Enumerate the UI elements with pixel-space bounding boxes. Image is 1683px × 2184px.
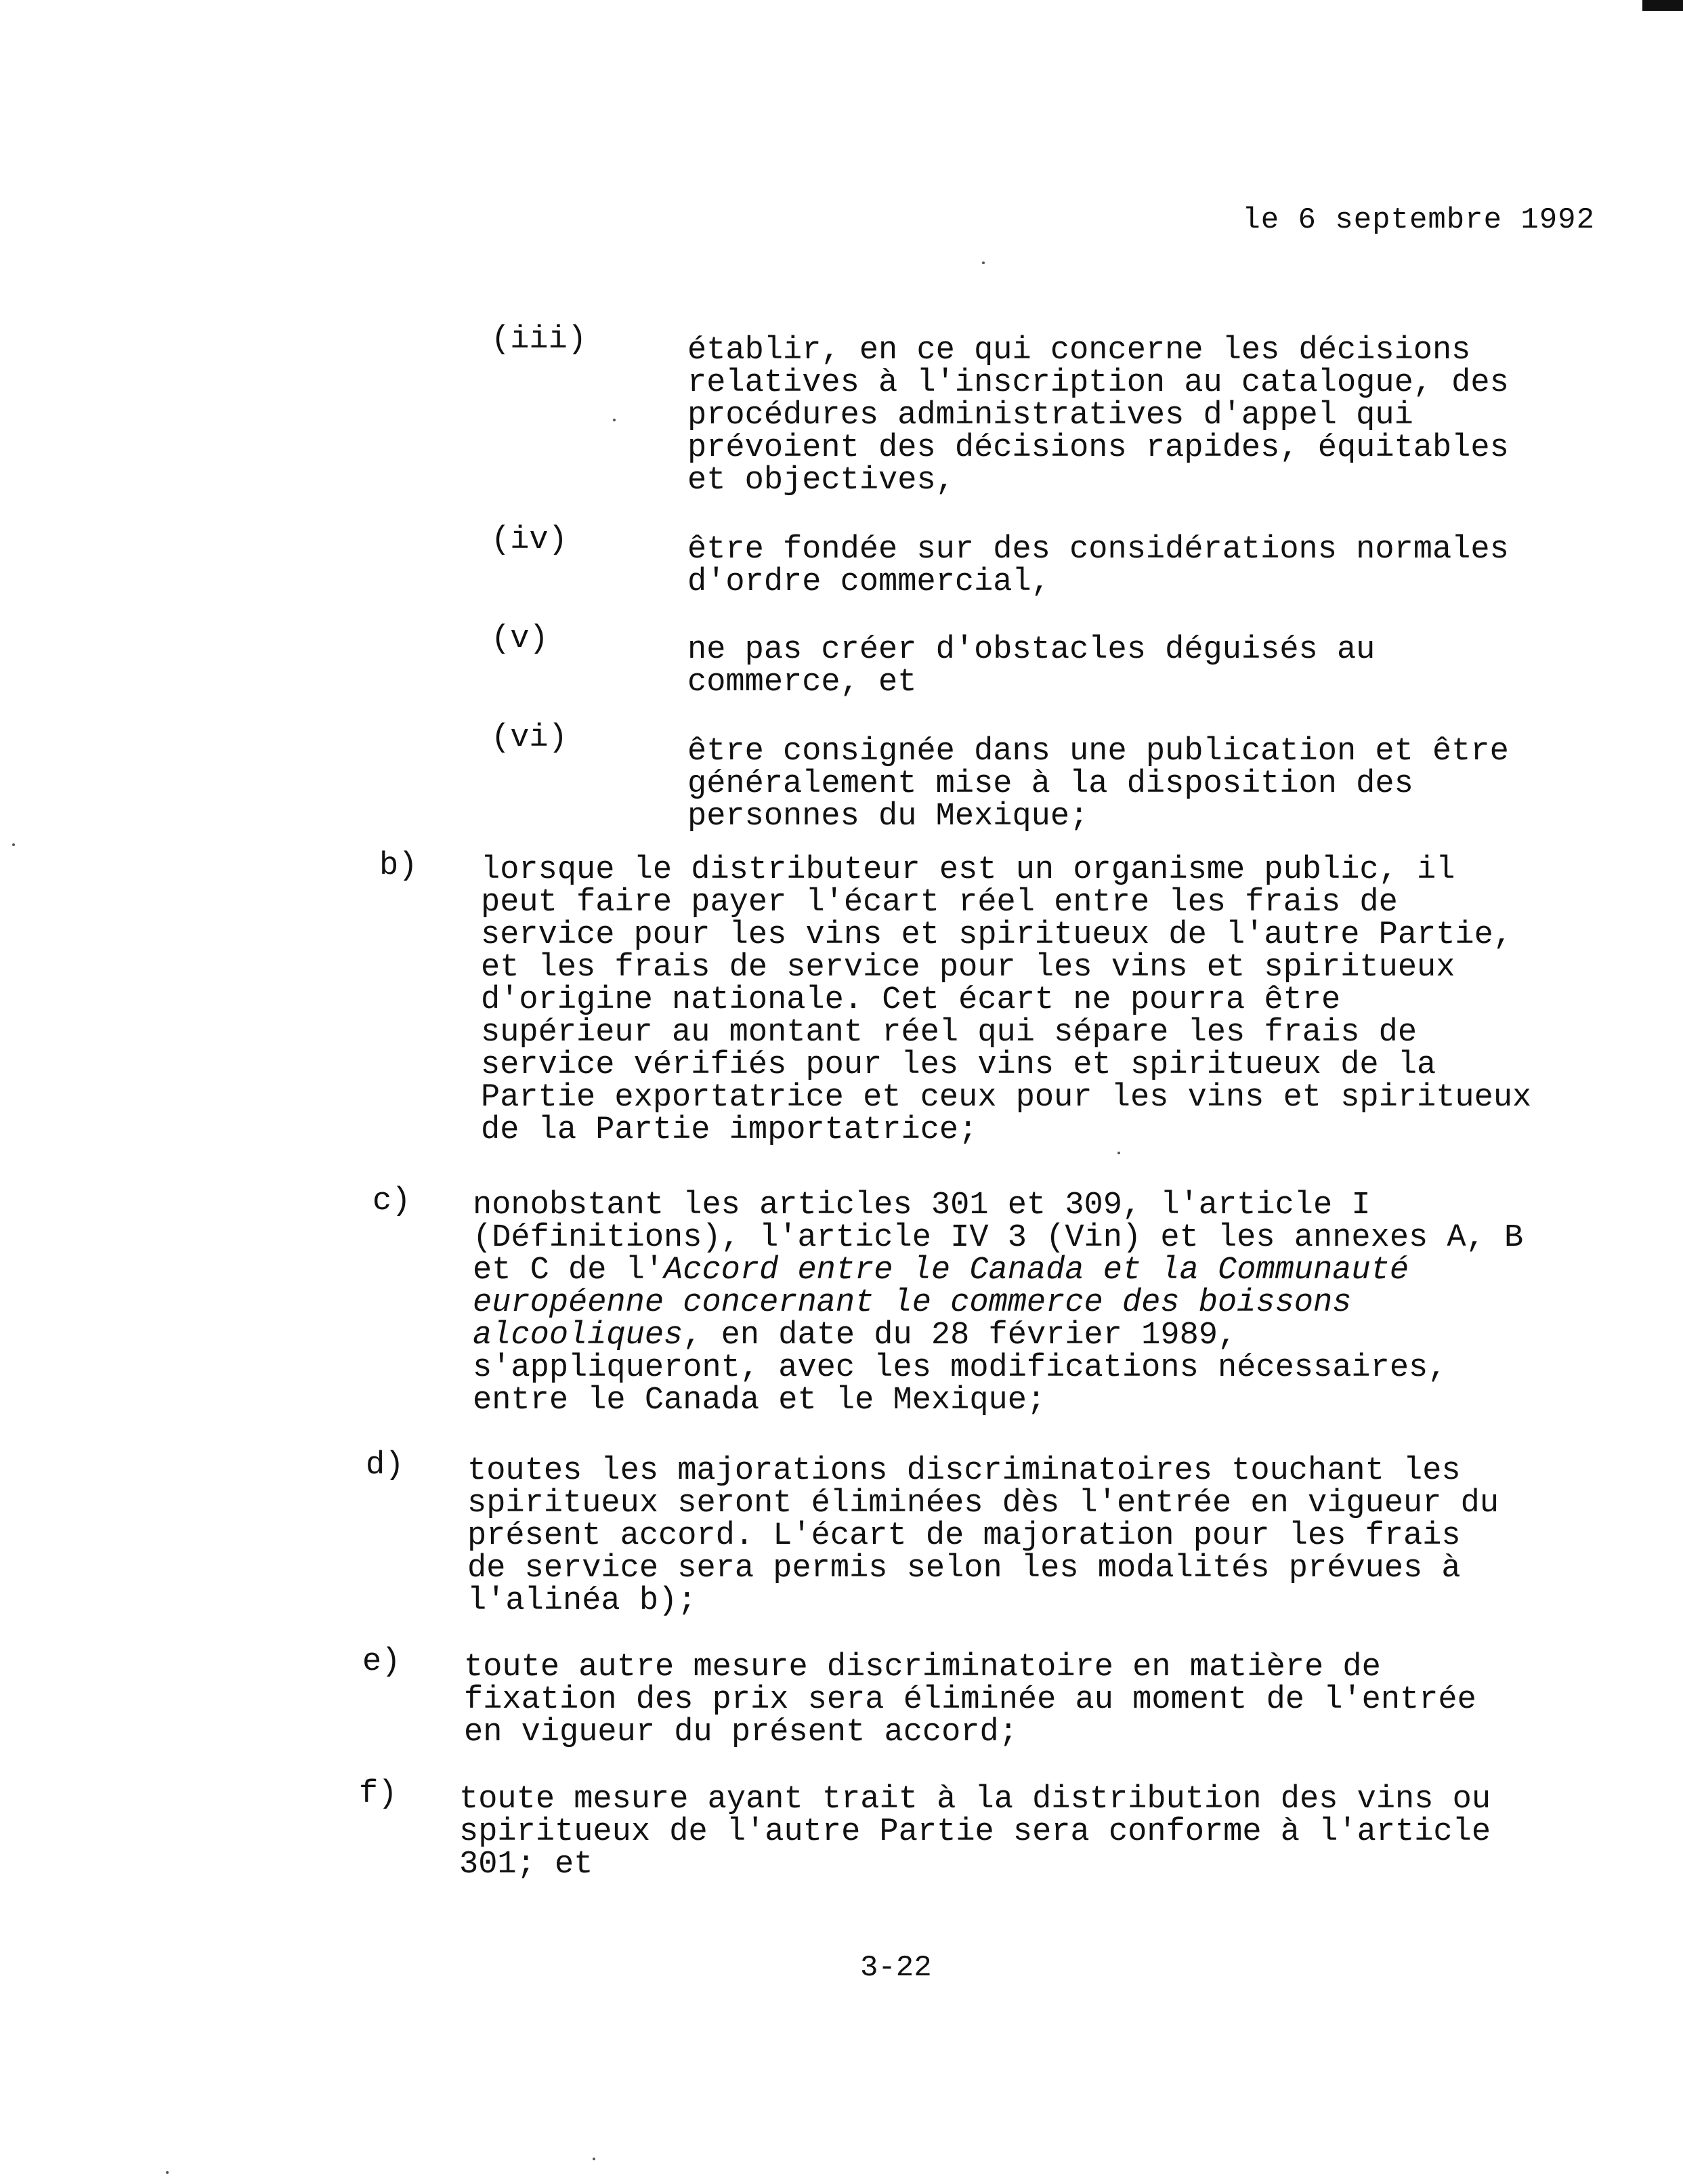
text-line (473, 1320, 1523, 1352)
agreement-title: européenne concernant le commerce des boissons (473, 1285, 1352, 1321)
item-text (687, 335, 1509, 497)
item-text (473, 1190, 1523, 1417)
item-text (687, 534, 1509, 599)
scan-speck (613, 419, 616, 421)
item-label: (iv) (491, 522, 568, 558)
text-line: être consignée dans une publication et être (687, 734, 1509, 770)
page-number: 3-22 (860, 1951, 932, 1985)
text-line: ne pas créer d'obstacles déguisés au (687, 632, 1376, 668)
text-line: nonobstant les articles 301 et 309, l'article I (473, 1188, 1371, 1223)
item-text (687, 736, 1509, 833)
item-label: (iii) (491, 322, 587, 358)
text-line: toute mesure ayant trait à la distribution des vins ou (459, 1782, 1491, 1818)
text-segment: et C de l' (473, 1253, 664, 1288)
text-line: et les frais de service pour les vins et spiritueux (481, 950, 1455, 986)
item-label: f) (359, 1776, 398, 1812)
text-line (473, 1287, 1523, 1320)
item-text (481, 854, 1531, 1147)
text-line: présent accord. L'écart de majoration pour les frais (467, 1518, 1461, 1554)
text-line: de la Partie importatrice; (481, 1112, 978, 1148)
text-line: généralement mise à la disposition des (687, 766, 1413, 802)
document-date: le 6 septembre 1992 (1242, 203, 1595, 237)
text-line: prévoient des décisions rapides, équitables (687, 430, 1509, 466)
item-label: c) (372, 1183, 411, 1219)
text-line: être fondée sur des considérations normales (687, 532, 1509, 568)
item-text (687, 634, 1375, 699)
text-line: et objectives, (687, 463, 955, 499)
scan-speck (1117, 1152, 1120, 1154)
text-line: commerce, et (687, 665, 917, 700)
text-line: Partie exportatrice et ceux pour les vins et spiritueux (481, 1080, 1532, 1116)
item-text (464, 1652, 1476, 1749)
agreement-title: Accord entre le Canada et la Communauté (664, 1253, 1409, 1288)
text-line: entre le Canada et le Mexique; (473, 1383, 1046, 1419)
item-label: d) (366, 1448, 404, 1484)
item-text (459, 1784, 1491, 1881)
item-text (467, 1455, 1499, 1618)
text-line (473, 1255, 1523, 1287)
text-line: (Définitions), l'article IV 3 (Vin) et les annexes A, B (473, 1220, 1524, 1256)
scan-artifact-mark (1642, 0, 1683, 11)
text-line: établir, en ce qui concerne les décisions (687, 333, 1471, 369)
scan-speck (982, 261, 985, 264)
text-line: personnes du Mexique; (687, 799, 1089, 835)
text-line: relatives à l'inscription au catalogue, des (687, 365, 1509, 401)
text-line: d'ordre commercial, (687, 564, 1050, 600)
scan-speck (12, 843, 15, 846)
text-line: lorsque le distributeur est un organisme public, il (481, 852, 1455, 888)
scan-speck (166, 2171, 169, 2174)
item-label: e) (362, 1644, 401, 1680)
text-line: peut faire payer l'écart réel entre les frais de (481, 885, 1398, 921)
text-line: en vigueur du présent accord; (464, 1715, 1018, 1750)
item-label: (vi) (491, 720, 568, 756)
text-line: s'appliqueront, avec les modifications nécessaires, (473, 1350, 1447, 1386)
item-label: (v) (491, 621, 549, 657)
agreement-title: alcooliques (473, 1318, 683, 1353)
text-line: de service sera permis selon les modalités prévues à (467, 1551, 1461, 1587)
text-line: spiritueux seront éliminées dès l'entrée en vigueur du (467, 1486, 1499, 1521)
text-line: fixation des prix sera éliminée au moment de l'entrée (464, 1682, 1476, 1718)
text-line: 301; et (459, 1847, 593, 1883)
text-line: service pour les vins et spiritueux de l'autre Partie, (481, 917, 1513, 953)
text-line: supérieur au montant réel qui sépare les frais de (481, 1015, 1418, 1051)
text-segment: , en date du 28 février 1989, (683, 1318, 1237, 1353)
scan-speck (593, 2158, 595, 2160)
item-label: b) (379, 848, 418, 884)
text-line: service vérifiés pour les vins et spiritueux de la (481, 1047, 1436, 1083)
text-line: procédures administratives d'appel qui (687, 398, 1413, 434)
text-line: spiritueux de l'autre Partie sera conforme à l'article (459, 1814, 1491, 1850)
text-line: toute autre mesure discriminatoire en matière de (464, 1650, 1381, 1685)
text-line: l'alinéa b); (467, 1583, 697, 1619)
text-line: d'origine nationale. Cet écart ne pourra être (481, 982, 1341, 1018)
text-line: toutes les majorations discriminatoires touchant les (467, 1453, 1461, 1489)
